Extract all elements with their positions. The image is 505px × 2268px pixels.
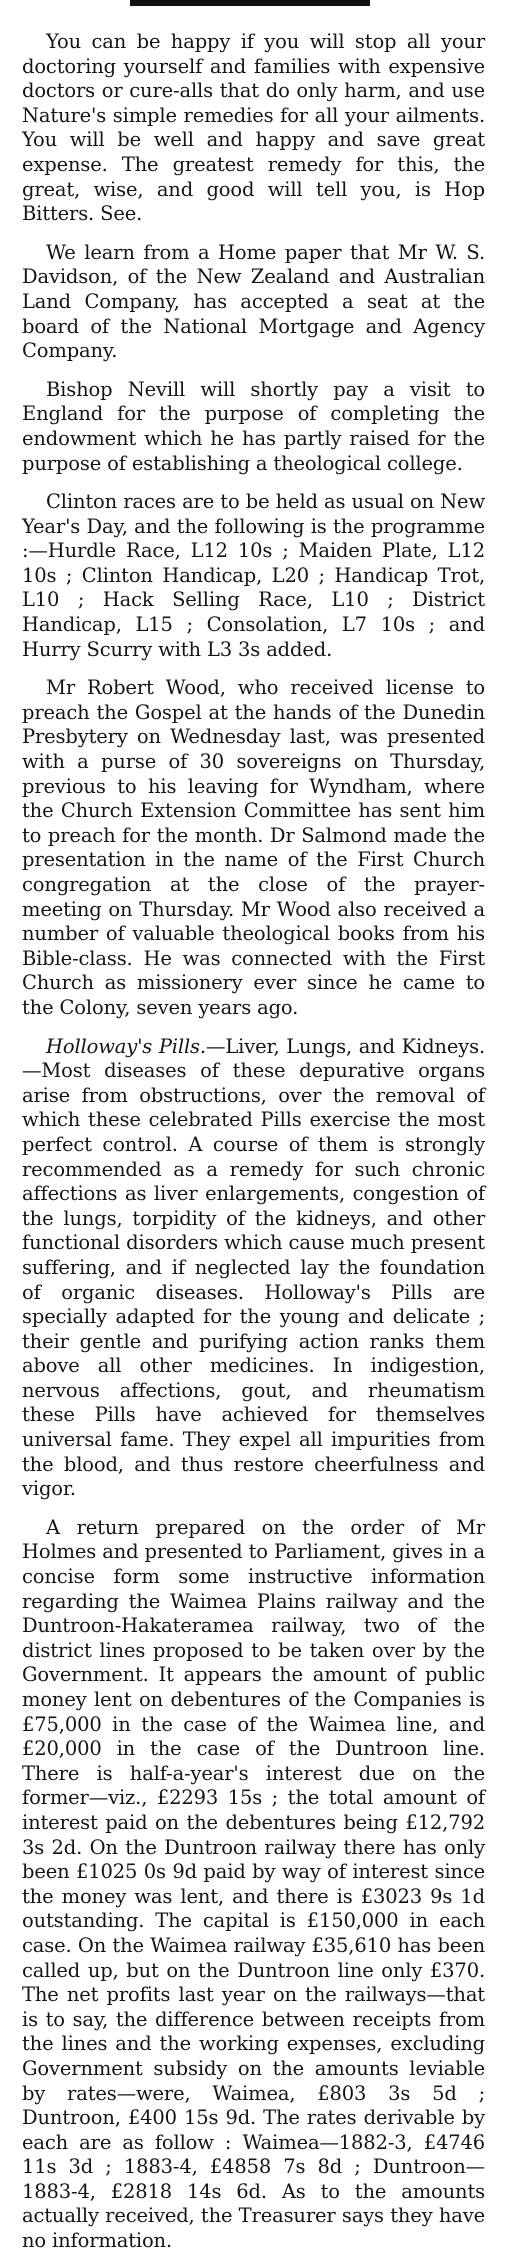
paragraph-text: You can be happy if you will stop all your doctoring yourself and families with expensive doctors or cure-alls that do only harm, and use Nature's simple remedies for all your ailments. You will be well and happy and save great expense. The greatest remedy for this, the great, wise, and good will tell you, is Hop Bitters. See.	[22, 30, 485, 226]
paragraph-text: —Liver, Lungs, and Kidneys.—Most diseases of these depurative organs arise from obstructions, over the removal of which these celebrated Pills exercise the most perfect control. A course of them is strongly recommended as a remedy for such chronic affections as liver enlargements, congestion of the lungs, torpidity of the kidneys, and other functional disorders which cause much present suffering, and if neglected lay the foundation of organic diseases. Holloway's Pills are specially adapted for the young and delicate ; their gentle and purifying action ranks them above all other medicines. In indigestion, nervous affections, gout, and rheumatism these Pills have achieved for themselves universal fame. They expel all impurities from the blood, and thus restore cheerfulness and vigor.	[22, 1034, 485, 1501]
column-top-rule	[130, 0, 370, 6]
paragraph-hop-bitters	[22, 30, 485, 227]
paragraph-lead: Holloway's Pills.	[46, 1034, 206, 1058]
news-column	[22, 30, 485, 2268]
paragraph-text: Bishop Nevill will shortly pay a visit to England for the purpose of completing the endowment which he has partly raised for the purpose of establishing a theological college.	[22, 377, 485, 475]
paragraph-text: Mr Robert Wood, who received license to preach the Gospel at the hands of the Dunedin Presbytery on Wednesday last, was presented with a purse of 30 sovereigns on Thursday, previous to his leaving for Wyndham, where the Church Extension Committee has sent him to preach for the month. Dr Salmond made the presentation in the name of the First Church congregation at the close of the prayer-meeting on Thursday. Mr Wood also received a number of valuable theological books from his Bible-class. He was connected with the First Church as missionery ever since he came to the Colony, seven years ago.	[22, 676, 485, 1019]
paragraph-text: Clinton races are to be held as usual on New Year's Day, and the following is the programme :—Hurdle Race, L12 10s ; Maiden Plate, L12 10s ; Clinton Handicap, L20 ; Handicap Trot, L10 ; Hack Selling Race, L10 ; District Handicap, L15 ; Consolation, L7 10s ; and Hurry Scurry with L3 3s added.	[22, 490, 485, 661]
paragraph-robert-wood	[22, 676, 485, 1020]
paragraph-holloways-pills	[22, 1035, 485, 1502]
paragraph-text: We learn from a Home paper that Mr W. S. Davidson, of the New Zealand and Australian Land Company, has accepted a seat at the board of the National Mortgage and Agency Company.	[22, 240, 485, 363]
paragraph-text: A return prepared on the order of Mr Holmes and presented to Parliament, gives in a concise form some instructive information regarding the Waimea Plains railway and the Duntroon-Hakateramea railway, two of the district lines proposed to be taken over by the Government. It appears the amount of public money lent on debentures of the Companies is £75,000 in the case of the Waimea line, and £20,000 in the case of the Duntroon line. There is half-a-year's interest due on the former—viz., £2293 15s ; the total amount of interest paid on the debentures being £12,792 3s 2d. On the Duntroon railway there has only been £1025 0s 9d paid by way of interest since the money was lent, and there is £3023 9s 1d outstanding. The capital is £150,000 in each case. On the Waimea railway £35,610 has been called up, but on the Duntroon line only £370. The net profits last year on the railways—that is to say, the difference between receipts from the lines and the working expenses, excluding Government subsidy on the amounts leviable by rates—were, Waimea, £803 3s 5d ; Duntroon, £400 15s 9d. The rates derivable by each are as follow : Waimea—1882-3, £4746 11s 3d ; 1883-4, £4858 7s 8d ; Duntroon—1883-4, £2818 14s 6d. As to the amounts actually received, the Treasurer says they have no information.	[22, 1515, 485, 2253]
paragraph-bishop-nevill	[22, 378, 485, 476]
paragraph-waimea-return	[22, 1516, 485, 2254]
paragraph-clinton-races	[22, 490, 485, 662]
paragraph-davidson	[22, 241, 485, 364]
